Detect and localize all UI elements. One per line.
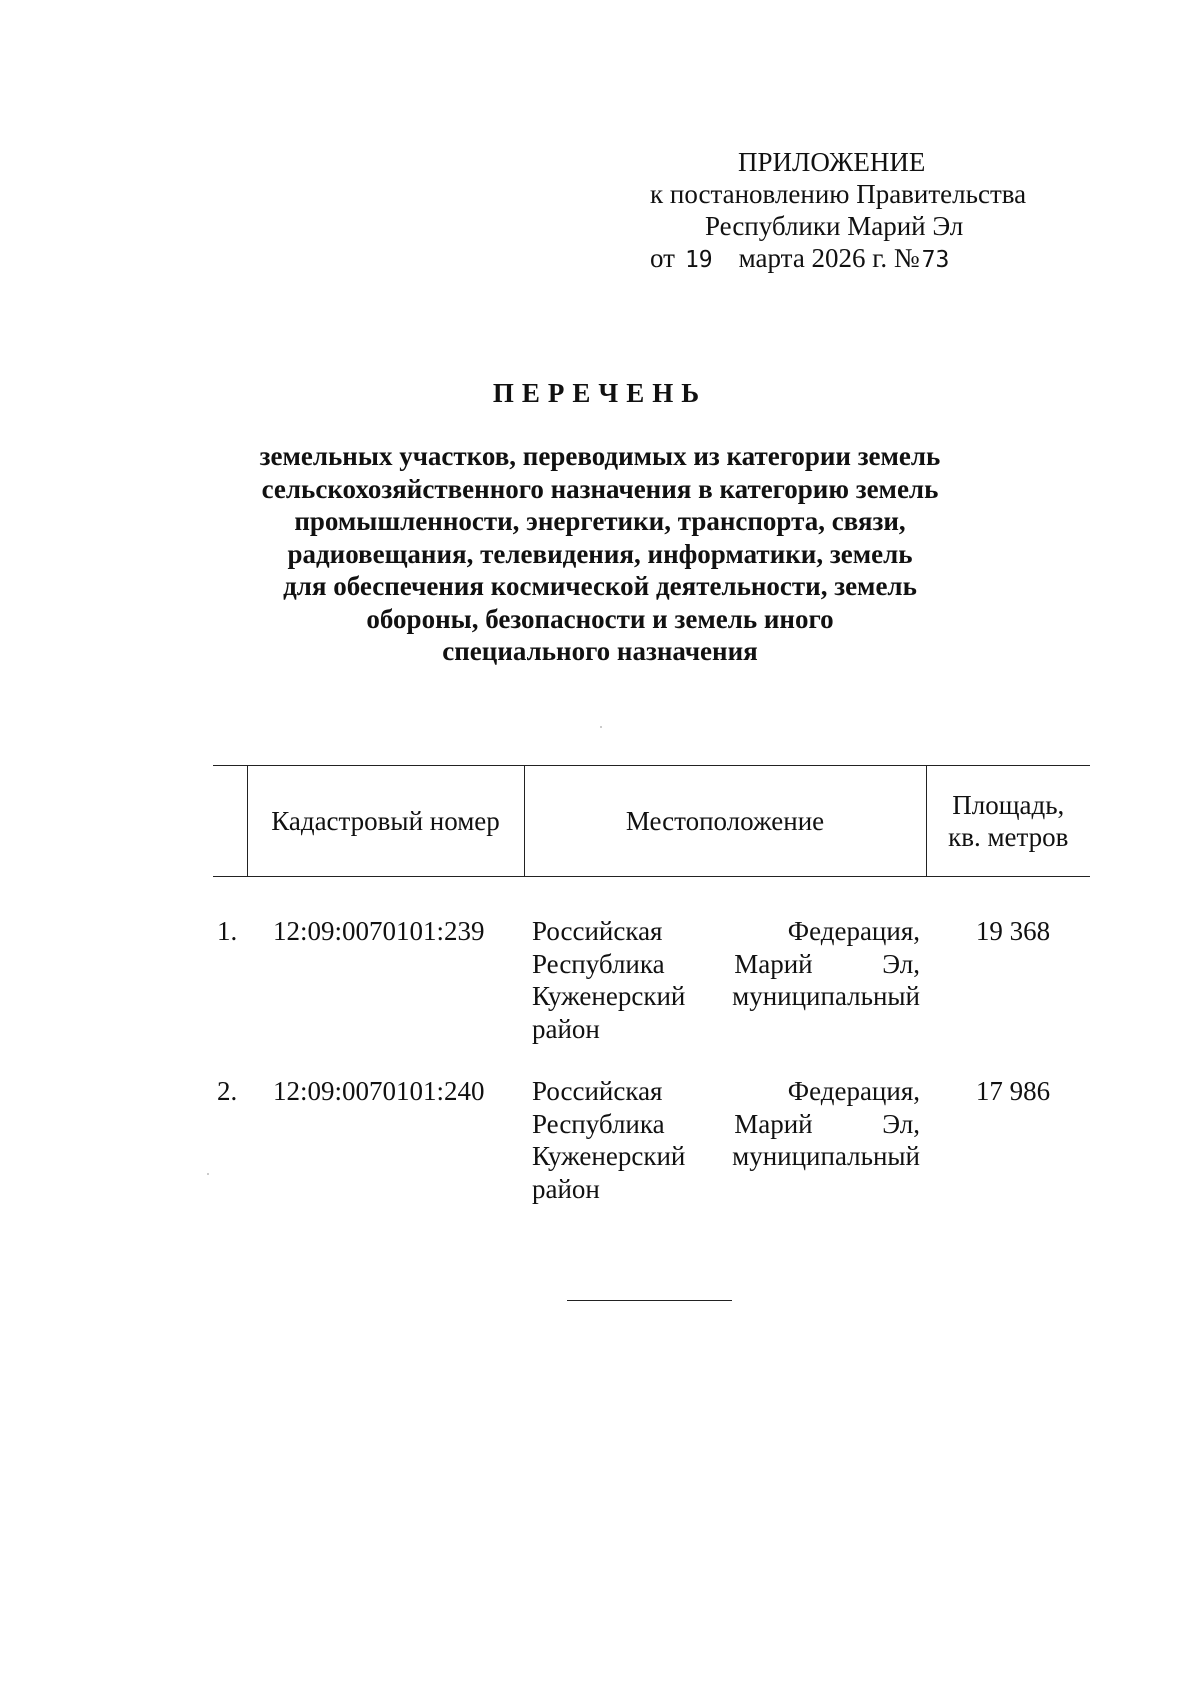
row-number: 1. [217, 916, 238, 946]
document-number: 73 [921, 247, 950, 273]
location-line: Республика Марий Эл, [532, 1108, 920, 1139]
scan-speck [600, 726, 602, 728]
document-subtitle [200, 440, 1000, 668]
scan-speck [207, 1173, 209, 1175]
subtitle-line: радиовещания, телевидения, информатики, земель [287, 538, 913, 569]
date-rest: марта 2026 г. № [738, 243, 920, 273]
location-line: район [532, 1173, 600, 1204]
subtitle-line: сельскохозяйственного назначения в категорию земель [261, 473, 939, 504]
table-row [213, 877, 1090, 1046]
location-line: Российская Федерация, [532, 1076, 920, 1106]
date-prefix: от [650, 243, 675, 273]
location-line: Куженерский муниципальный [532, 1141, 920, 1171]
row-location [524, 1045, 926, 1205]
header-number [213, 766, 247, 877]
header-area [926, 766, 1090, 877]
row-area: 19 368 [975, 916, 1051, 946]
subtitle-line: земельных участков, переводимых из категории земель [259, 441, 941, 471]
subtitle-line: промышленности, энергетики, транспорта, связи, [294, 506, 906, 536]
row-cadastral: 12:09:0070101:240 [273, 1076, 485, 1106]
subtitle-line: обороны, безопасности и земель иного [366, 603, 834, 634]
appendix-date-line [650, 242, 1120, 276]
appendix-resolution: к постановлению Правительства [650, 179, 1027, 209]
header-area-line1: Площадь, [952, 790, 1065, 820]
subtitle-line: специального назначения [442, 636, 758, 666]
end-of-document-line [567, 1300, 732, 1301]
row-cadastral: 12:09:0070101:239 [273, 916, 485, 946]
location-line: район [532, 1013, 600, 1044]
location-line: Республика Марий Эл, [532, 948, 920, 979]
subtitle-line: для обеспечения космической деятельности, земель [283, 571, 917, 601]
location-line: Российская Федерация, [532, 916, 920, 946]
row-area: 17 986 [975, 1076, 1051, 1106]
land-plots-table [213, 765, 1090, 1205]
header-cadastral: Кадастровый номер [247, 766, 524, 877]
date-day: 19 [684, 247, 713, 273]
appendix-republic: Республики Марий Эл [705, 211, 964, 241]
table-header-row [213, 766, 1090, 877]
table-row [213, 1045, 1090, 1205]
row-location [524, 877, 926, 1046]
header-area-line2: кв. метров [948, 822, 1069, 852]
appendix-block [650, 146, 1120, 276]
location-line: Куженерский муниципальный [532, 981, 920, 1011]
appendix-heading: ПРИЛОЖЕНИЕ [738, 147, 926, 177]
document-title: ПЕРЕЧЕНЬ [492, 378, 708, 408]
row-number: 2. [217, 1076, 238, 1106]
header-location: Местоположение [524, 766, 926, 877]
